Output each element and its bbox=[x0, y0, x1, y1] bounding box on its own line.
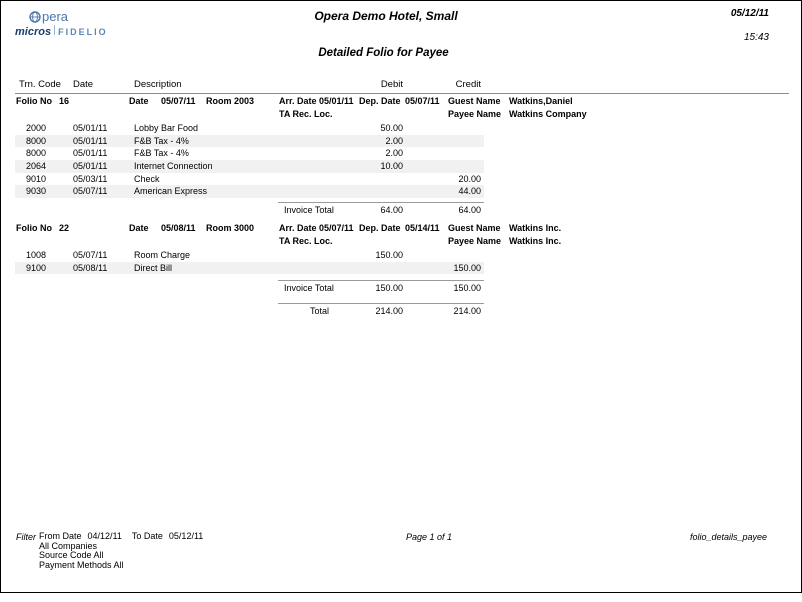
col-header-credit: Credit bbox=[455, 79, 481, 90]
date-cell: 05/01/11 bbox=[73, 123, 108, 133]
filter-companies: All Companies bbox=[39, 540, 98, 551]
table-row bbox=[15, 147, 484, 160]
table-row bbox=[15, 173, 484, 186]
folio-16-transactions bbox=[15, 122, 484, 198]
folio-header-line2 bbox=[1, 235, 802, 248]
folio-no-label: Folio No bbox=[16, 96, 52, 106]
logo-fidelio-text: FIDELIO bbox=[58, 27, 108, 37]
payee-name-label: Payee Name bbox=[448, 109, 502, 119]
ta-rec-loc-label: TA Rec. Loc. bbox=[279, 236, 333, 246]
date-cell: 05/03/11 bbox=[73, 173, 108, 184]
room-value: 2003 bbox=[234, 96, 255, 106]
trn-code-cell: 8000 bbox=[26, 135, 47, 146]
payee-name-value: Watkins Inc. bbox=[509, 236, 562, 246]
payee-name-value: Watkins Company bbox=[509, 109, 587, 119]
invoice-total-credit: 64.00 bbox=[458, 205, 481, 215]
folio-date-label: Date bbox=[129, 96, 149, 106]
guest-name-value: Watkins,Daniel bbox=[509, 96, 573, 106]
guest-name-label: Guest Name bbox=[448, 223, 501, 233]
invoice-total-row bbox=[278, 282, 484, 295]
description-cell: Room Charge bbox=[134, 250, 191, 260]
to-date-value: 05/12/11 bbox=[168, 531, 204, 541]
date-cell: 05/01/11 bbox=[73, 161, 108, 172]
table-row bbox=[15, 122, 484, 135]
credit-cell bbox=[403, 147, 484, 160]
date-cell: 05/07/11 bbox=[73, 186, 108, 197]
date-cell: 05/08/11 bbox=[73, 262, 108, 273]
grand-total-rule bbox=[278, 303, 484, 304]
dep-date-label: Dep. Date bbox=[359, 223, 401, 233]
total-rule bbox=[278, 280, 484, 281]
credit-cell bbox=[403, 160, 484, 173]
ta-rec-loc-label: TA Rec. Loc. bbox=[279, 109, 333, 119]
from-date-label: From Date bbox=[39, 531, 82, 541]
folio-no-value: 22 bbox=[59, 223, 70, 233]
trn-code-cell: 2000 bbox=[26, 123, 47, 133]
credit-cell bbox=[403, 249, 484, 262]
debit-cell: 50.00 bbox=[380, 123, 403, 133]
col-header-date: Date bbox=[73, 79, 94, 90]
from-date-value: 04/12/11 bbox=[87, 531, 122, 541]
invoice-total-debit: 150.00 bbox=[375, 283, 403, 293]
description-cell: Internet Connection bbox=[134, 161, 213, 172]
report-file-name: folio_details_payee bbox=[689, 532, 767, 542]
arr-date-value: 05/07/11 bbox=[319, 223, 354, 233]
debit-cell: 2.00 bbox=[385, 148, 403, 159]
total-rule bbox=[278, 202, 484, 203]
credit-cell bbox=[403, 122, 484, 135]
credit-cell: 44.00 bbox=[458, 186, 481, 197]
page-number: Page 1 of 1 bbox=[406, 532, 453, 542]
credit-cell bbox=[403, 135, 484, 148]
folio-header-line2 bbox=[1, 108, 802, 121]
date-cell: 05/01/11 bbox=[73, 148, 108, 159]
folio-date-value: 05/08/11 bbox=[161, 223, 196, 233]
folio-22-transactions bbox=[15, 249, 484, 274]
debit-cell bbox=[318, 185, 403, 198]
description-cell: F&B Tax - 4% bbox=[134, 148, 189, 159]
description-cell: F&B Tax - 4% bbox=[134, 135, 189, 146]
folio-date-value: 05/07/11 bbox=[161, 96, 196, 106]
arr-date-value: 05/01/11 bbox=[319, 96, 354, 106]
arr-date-label: Arr. Date bbox=[279, 223, 317, 233]
debit-cell: 150.00 bbox=[375, 250, 403, 260]
page-title: Detailed Folio for Payee bbox=[318, 47, 449, 59]
table-row bbox=[15, 185, 484, 198]
invoice-total-credit: 150.00 bbox=[453, 283, 481, 293]
filter-criteria bbox=[39, 532, 209, 570]
invoice-total-label: Invoice Total bbox=[284, 205, 334, 215]
header-rule bbox=[15, 93, 789, 94]
filter-payment-methods: Payment Methods All bbox=[39, 559, 124, 570]
debit-cell bbox=[318, 173, 403, 186]
table-row bbox=[15, 160, 484, 173]
col-header-description: Description bbox=[134, 79, 182, 90]
folio-date-label: Date bbox=[129, 223, 149, 233]
grand-total-label: Total bbox=[310, 306, 330, 316]
room-label: Room bbox=[206, 96, 232, 106]
credit-cell: 150.00 bbox=[453, 262, 481, 273]
filter-source-code: Source Code All bbox=[39, 550, 104, 561]
arr-date-label: Arr. Date bbox=[279, 96, 317, 106]
col-header-debit: Debit bbox=[380, 79, 403, 90]
guest-name-value: Watkins Inc. bbox=[509, 223, 562, 233]
report-time: 15:43 bbox=[743, 32, 769, 43]
invoice-total-row bbox=[278, 204, 484, 217]
room-label: Room bbox=[206, 223, 232, 233]
folio-header-line1 bbox=[1, 95, 802, 108]
payee-name-label: Payee Name bbox=[448, 236, 502, 246]
hotel-name: Opera Demo Hotel, Small bbox=[314, 9, 458, 23]
logo-divider bbox=[54, 25, 55, 35]
filter-label: Filter bbox=[16, 532, 36, 542]
room-value: 3000 bbox=[234, 223, 255, 233]
trn-code-cell: 8000 bbox=[26, 148, 47, 159]
trn-code-cell: 9100 bbox=[26, 262, 47, 273]
report-date: 05/12/11 bbox=[730, 8, 769, 19]
logo-opera-text: pera bbox=[42, 9, 69, 24]
description-cell: American Express bbox=[134, 186, 208, 197]
dep-date-value: 05/07/11 bbox=[405, 96, 440, 106]
trn-code-cell: 9010 bbox=[26, 173, 47, 184]
guest-name-label: Guest Name bbox=[448, 96, 501, 106]
folio-header-line1 bbox=[1, 222, 802, 235]
table-column-headers bbox=[15, 79, 484, 92]
date-cell: 05/07/11 bbox=[73, 250, 108, 260]
debit-cell bbox=[318, 262, 403, 275]
trn-code-cell: 2064 bbox=[26, 161, 47, 172]
to-date-label: To Date bbox=[131, 531, 163, 541]
date-cell: 05/01/11 bbox=[73, 135, 108, 146]
col-header-trn-code: Trn. Code bbox=[19, 79, 61, 90]
logo-micros-text: micros bbox=[15, 26, 52, 38]
grand-total-credit: 214.00 bbox=[453, 306, 481, 316]
description-cell: Direct Bill bbox=[134, 262, 173, 273]
grand-total-row bbox=[278, 305, 484, 318]
trn-code-cell: 1008 bbox=[26, 250, 47, 260]
description-cell: Check bbox=[134, 173, 160, 184]
debit-cell: 10.00 bbox=[380, 161, 403, 172]
folio-no-label: Folio No bbox=[16, 223, 52, 233]
folio-no-value: 16 bbox=[59, 96, 70, 106]
description-cell: Lobby Bar Food bbox=[134, 123, 199, 133]
invoice-total-debit: 64.00 bbox=[380, 205, 403, 215]
debit-cell: 2.00 bbox=[385, 135, 403, 146]
credit-cell: 20.00 bbox=[458, 173, 481, 184]
dep-date-label: Dep. Date bbox=[359, 96, 401, 106]
table-row bbox=[15, 249, 484, 262]
dep-date-value: 05/14/11 bbox=[405, 223, 440, 233]
trn-code-cell: 9030 bbox=[26, 186, 47, 197]
invoice-total-label: Invoice Total bbox=[284, 283, 334, 293]
table-row bbox=[15, 262, 484, 275]
table-row bbox=[15, 135, 484, 148]
grand-total-debit: 214.00 bbox=[375, 306, 403, 316]
